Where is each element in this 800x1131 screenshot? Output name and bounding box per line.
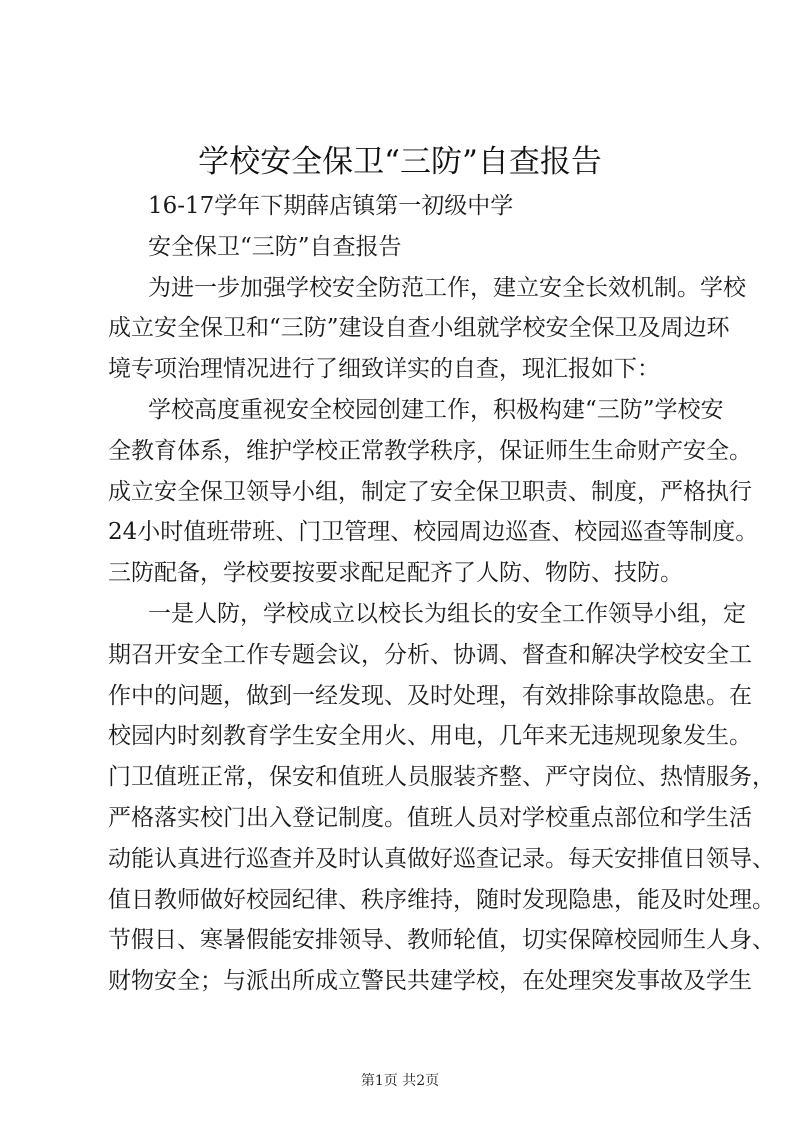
text-line: 成立安全保卫和“三防”建设自查小组就学校安全保卫及周边环 <box>108 315 730 342</box>
text-line: 三防配备，学校要按要求配足配齐了人防、物防、技防。 <box>108 560 683 587</box>
text-line: 期召开安全工作专题会议，分析、协调、督查和解决学校安全工 <box>108 641 752 668</box>
text-line: 动能认真进行巡查并及时认真做好巡查记录。每天安排值日领导、 <box>108 845 775 872</box>
document-title: 学校安全保卫“三防”自查报告 <box>198 144 602 180</box>
text-line: 全教育体系，维护学校正常教学秩序，保证师生生命财产安全。 <box>108 437 752 464</box>
document-body <box>108 186 775 1002</box>
text-line: 学校高度重视安全校园创建工作，积极构建“三防”学校安 <box>148 396 724 423</box>
text-line: 成立安全保卫领导小组，制定了安全保卫职责、制度，严格执行 <box>108 478 752 505</box>
text-line: 24小时值班带班、门卫管理、校园周边巡查、校园巡查等制度。 <box>108 519 759 546</box>
text-line: 财物安全；与派出所成立警民共建学校，在处理突发事故及学生 <box>108 968 752 995</box>
text-line: 值日教师做好校园纪律、秩序维持，随时发现隐患，能及时处理。 <box>108 886 775 913</box>
text-line: 境专项治理情况进行了细致详实的自查，现汇报如下： <box>108 356 660 383</box>
text-line: 作中的问题，做到一经发现、及时处理，有效排除事故隐患。在 <box>108 682 752 709</box>
page-footer: 第1页 共2页 <box>360 1073 440 1089</box>
text-line: 节假日、寒暑假能安排领导、教师轮值，切实保障校园师生人身、 <box>108 927 775 954</box>
text-line: 安全保卫“三防”自查报告 <box>148 233 402 260</box>
text-line: 门卫值班正常，保安和值班人员服装齐整、严守岗位、热情服务， <box>108 764 775 791</box>
text-line: 16-17学年下期薛店镇第一初级中学 <box>148 193 514 219</box>
text-line: 一是人防，学校成立以校长为组长的安全工作领导小组，定 <box>148 600 746 627</box>
text-line: 严格落实校门出入登记制度。值班人员对学校重点部位和学生活 <box>108 804 752 831</box>
text-line: 校园内时刻教育学生安全用火、用电，几年来无违规现象发生。 <box>108 723 752 750</box>
text-line: 为进一步加强学校安全防范工作，建立安全长效机制。学校 <box>148 274 746 301</box>
